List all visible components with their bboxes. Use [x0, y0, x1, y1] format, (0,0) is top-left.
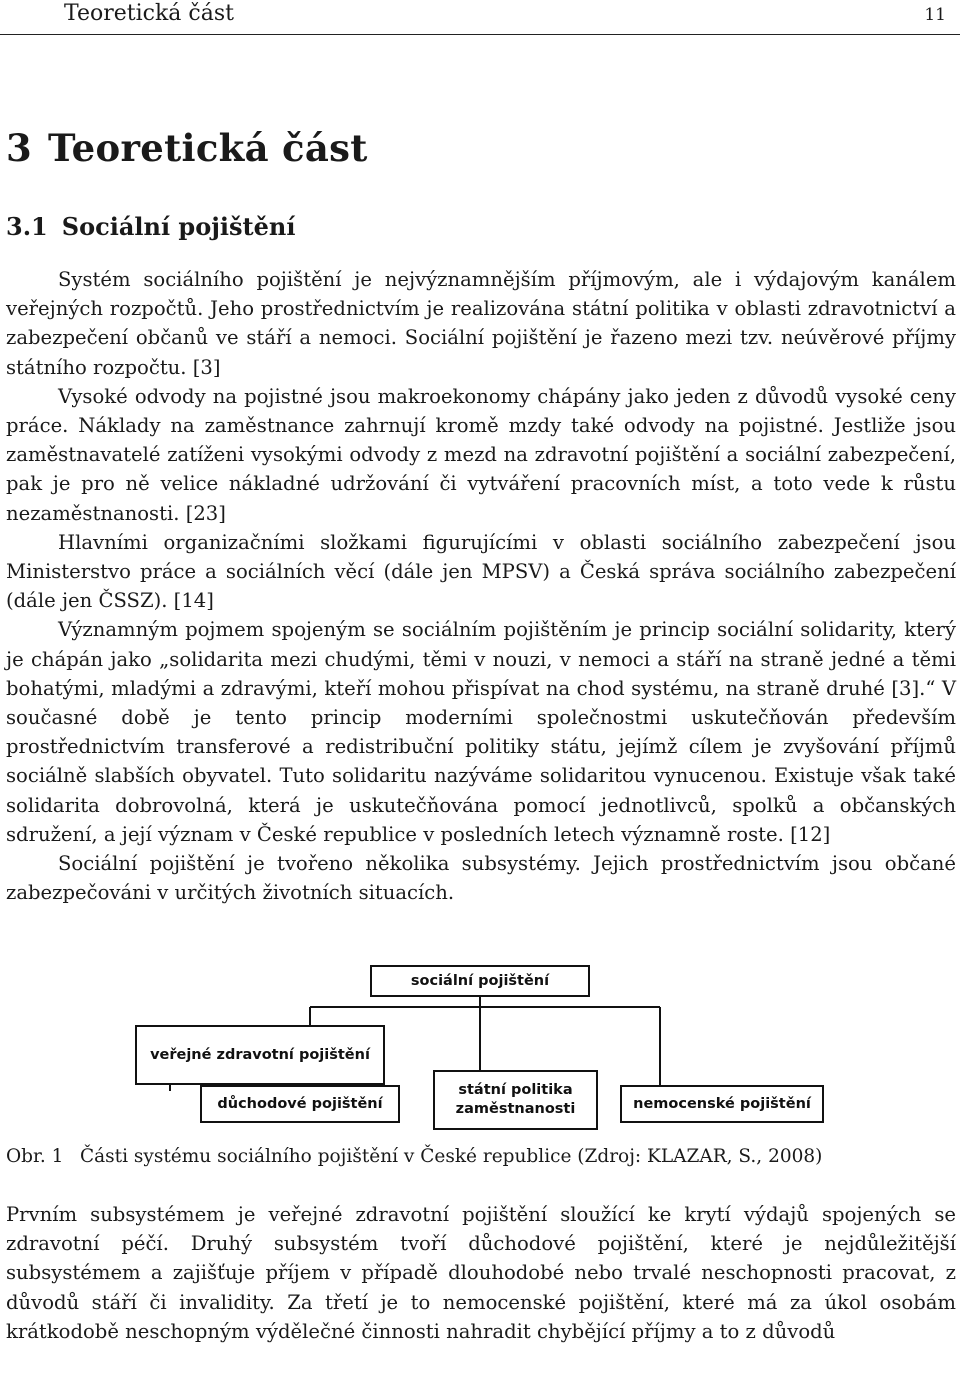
- body-text-top: [6, 265, 956, 907]
- chapter-title: Teoretická část: [48, 126, 368, 170]
- running-header-title: Teoretická část: [64, 1, 234, 26]
- paragraph: Sociální pojištění je tvořeno několika subsystémy. Jejich prostřednictvím jsou občané zabezpečováni v určitých životních situacích.: [6, 852, 956, 905]
- paragraph: Hlavními organizačními složkami figurujícími v oblasti sociálního zabezpečení jsou Ministerstvo práce a sociálních věcí (dále jen MPSV) a Česká správa sociálního zabezpečení (dále jen ČSSZ). [14]: [6, 530, 956, 613]
- diagram-box-health: veřejné zdravotní pojištění: [135, 1025, 385, 1085]
- running-header: [0, 0, 960, 35]
- diagram-box-sickness: nemocenské pojištění: [620, 1085, 824, 1123]
- diagram-box-pension: důchodové pojištění: [200, 1085, 400, 1123]
- section-heading: [6, 212, 295, 241]
- figure-caption-text: Části systému sociálního pojištění v České republice (Zdroj: KLAZAR, S., 2008): [80, 1146, 823, 1167]
- paragraph: Významným pojmem spojeným se sociálním pojištěním je princip sociální solidarity, který je chápán jako „solidarita mezi chudými, těmi v nouzi, v nemoci a stáří na straně jedné a těmi bohatými, mladými a zdravými, kteří mohou přispívat na chod systému, na straně druhé [3].“ V současné době je tento princip moderními společnostmi uskutečňován především prostřednictvím transferové a redistribuční politiky státu, jejímž cílem je zvyšování příjmů sociálně slabších obyvatel. Tuto solidaritu nazýváme solidaritou vynucenou. Existuje však také solidarita dobrovolná, která je uskutečňována pomocí jednotlivců, spolků a občanských sdružení, a její význam v České republice v posledních letech významně roste. [12]: [6, 618, 956, 846]
- page-number: 11: [924, 5, 946, 25]
- chapter-heading: [6, 126, 368, 170]
- paragraph: Vysoké odvody na pojistné jsou makroekonomy chápány jako jeden z důvodů vysoké ceny práce. Náklady na zaměstnance zahrnují kromě mzdy také odvody na pojistné. Jestliže jsou zaměstnavatelé zatíženi vysokými odvody z mezd na zdravotní pojištění a sociální zabezpečení, pak je pro ně velice nákladné udržování či vytváření pracovních míst, a toto vede k růstu nezaměstnanosti. [23]: [6, 384, 956, 525]
- diagram-box-employment: státní politika zaměstnanosti: [433, 1070, 598, 1130]
- section-title: Sociální pojištění: [61, 212, 296, 241]
- paragraph: Prvním subsystémem je veřejné zdravotní pojištění sloužící ke krytí výdajů spojených se zdravotní péčí. Druhý subsystém tvoří důchodové pojištění, které je nejdůležitější subsystémem a zajišťuje příjem v případě dlouhodobé nebo trvalé neschopnosti pracovat, z důvodů stáří či invalidity. Za třetí je to nemocenské pojištění, které má za úkol osobám krátkodobě neschopným výdělečné činnosti nahradit chybějící příjmy a to z důvodů: [6, 1203, 956, 1343]
- chapter-number: 3: [6, 126, 33, 170]
- figure-label: Obr. 1: [6, 1146, 64, 1167]
- social-insurance-diagram: [100, 955, 860, 1145]
- section-number: 3.1: [6, 212, 48, 241]
- body-text-bottom: [6, 1200, 956, 1346]
- figure-caption: [6, 1146, 822, 1167]
- paragraph: Systém sociálního pojištění je nejvýznamnějším příjmovým, ale i výdajovým kanálem veřejných rozpočtů. Jeho prostřednictvím je realizována státní politika v oblasti zdravotnictví a zabezpečení občanů ve stáří a nemoci. Sociální pojištění je řazeno mezi tzv. neúvěrové příjmy státního rozpočtu. [3]: [6, 268, 956, 379]
- diagram-box-root: sociální pojištění: [370, 965, 590, 997]
